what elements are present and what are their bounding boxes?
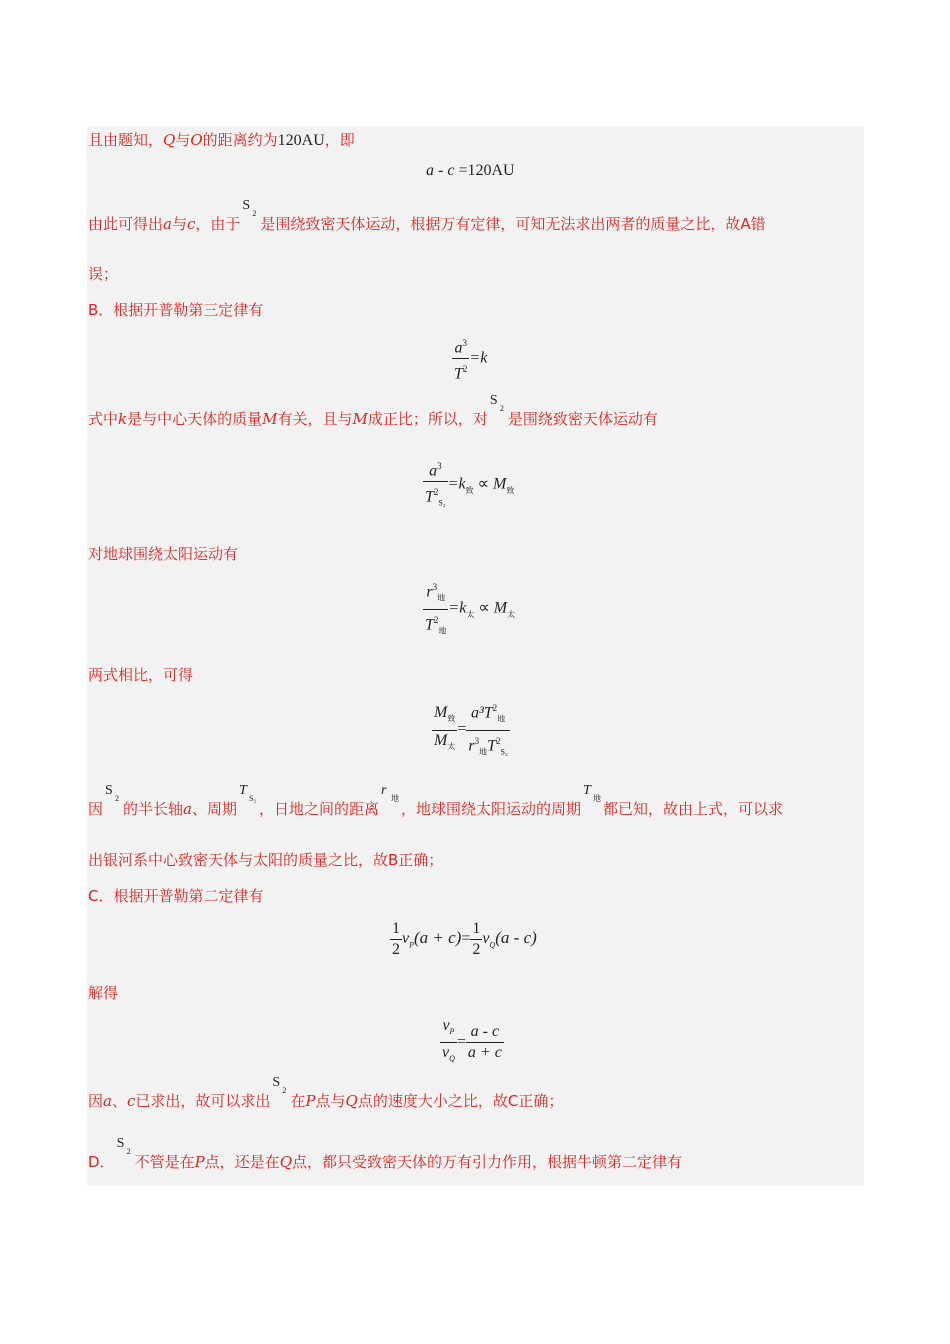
- eq4-num-sub: 地: [437, 593, 446, 603]
- s-letter: S: [242, 198, 251, 213]
- eq4-den: T: [425, 615, 434, 633]
- eq5-lnum: M: [434, 704, 448, 722]
- equation-3: [423, 456, 514, 514]
- one: 1: [390, 919, 402, 940]
- eq5-rden-sup: 3: [474, 735, 480, 746]
- eq3-den-sub: S₂: [438, 498, 446, 508]
- s-letter: S: [116, 1136, 125, 1151]
- eq3-num: a: [429, 462, 438, 480]
- r-letter: r: [381, 783, 387, 798]
- proportional-symbol: ∝: [478, 599, 490, 617]
- equation-4: [423, 577, 515, 641]
- var-o: O: [190, 131, 203, 149]
- text-line-11: 解得: [88, 984, 119, 1002]
- eq5-rden: r: [468, 736, 475, 754]
- eq3-m-sub: 致: [506, 485, 515, 495]
- s2-symbol: [240, 198, 260, 234]
- eq2-rhs: =k: [469, 349, 488, 367]
- text: 、: [111, 1092, 127, 1110]
- text-line-2: [88, 198, 766, 234]
- eq6-half-2: [470, 919, 482, 960]
- text: 点，都只受致密天体的万有引力作用，根据牛顿第二定律有: [292, 1153, 683, 1171]
- s-letter: S: [105, 783, 113, 798]
- eq4-den-sup: 2: [433, 614, 439, 625]
- eq3-den-sup: 2: [433, 487, 439, 498]
- s-letter: S: [272, 1075, 281, 1090]
- text: D．: [88, 1153, 115, 1171]
- text: 与: [175, 131, 191, 149]
- eq2-den: T: [454, 365, 463, 383]
- equation-7: [440, 1016, 504, 1069]
- eq4-num: r: [426, 583, 433, 601]
- eq5-lden: M: [434, 731, 448, 749]
- text: 因: [88, 800, 104, 818]
- v: v: [482, 930, 490, 948]
- eq5-rden2: T: [487, 736, 496, 754]
- t-letter: T: [239, 783, 247, 798]
- one: 1: [470, 919, 482, 940]
- t-earth-symbol: [581, 783, 603, 819]
- t-letter: T: [583, 783, 591, 798]
- text-line-13: [88, 1136, 683, 1172]
- equation-2: [452, 333, 487, 385]
- var-m: M: [262, 410, 278, 428]
- eq5-right-fraction: [466, 698, 509, 762]
- text: 由此可得出: [88, 215, 164, 233]
- s-sub: 2: [252, 209, 257, 218]
- text-line-10: C．根据开普勒第二定律有: [88, 887, 264, 905]
- eq2-num-sup: 3: [462, 338, 467, 348]
- text: 不管是在: [134, 1153, 195, 1171]
- v: v: [442, 1017, 450, 1034]
- eq7-den: a + c: [467, 1044, 502, 1062]
- text-line-1: [88, 130, 355, 151]
- eq7-num: a - c: [470, 1023, 500, 1041]
- eq7-equals: =: [456, 1033, 466, 1051]
- text: 是围绕致密天体运动有: [507, 410, 658, 428]
- eq4-fraction: [423, 577, 448, 641]
- eq2-den-sup: 2: [462, 364, 468, 375]
- eq5-lnum-sub: 致: [447, 714, 456, 724]
- eq5-equals: =: [457, 720, 467, 738]
- s2-symbol: [103, 783, 123, 819]
- s-sub: 2: [115, 794, 120, 803]
- text-line-6: 对地球围绕太阳运动有: [88, 545, 239, 563]
- text: 在: [290, 1092, 306, 1110]
- text: 都已知，故由上式，可以求: [603, 800, 784, 818]
- eq5-rden-sub: 地: [479, 747, 488, 757]
- eq4-k: =k: [448, 599, 467, 617]
- text: 点的速度大小之比，故C正确；: [357, 1092, 564, 1110]
- text: ，地球围绕太阳运动的周期: [401, 800, 582, 818]
- eq4-m-sub: 太: [507, 609, 516, 619]
- var-a: a: [103, 1092, 112, 1110]
- text: 与: [171, 215, 187, 233]
- eq1-rhs: =120AU: [458, 162, 515, 179]
- text: ，日地之间的距离: [259, 800, 380, 818]
- text: 的距离约为: [202, 131, 278, 149]
- text: 已求出，故可以求出: [135, 1092, 271, 1110]
- distance-value: 120AU: [277, 132, 325, 149]
- s-sub: 2: [126, 1147, 131, 1156]
- text: 是与中心天体的质量: [127, 410, 263, 428]
- eq5-lden-sub: 太: [447, 741, 456, 751]
- eq2-fraction: [452, 333, 469, 385]
- text: ，即: [324, 131, 355, 149]
- var-q: Q: [279, 1153, 292, 1171]
- text-line-3: 误；: [88, 265, 119, 283]
- text: 因: [88, 1092, 104, 1110]
- text: 是围绕致密天体运动，根据万有定律，可知无法求出两者的质量之比，故A错: [260, 215, 766, 233]
- two: 2: [472, 941, 481, 958]
- eq6-half-1: [390, 919, 402, 960]
- eq3-k: =k: [447, 475, 466, 493]
- text-line-5: [88, 393, 658, 429]
- eq3-k-sub: 致: [465, 485, 474, 495]
- eq3-m: M: [493, 475, 507, 493]
- var-k: k: [118, 410, 128, 428]
- eq5-rnum: a³T: [470, 704, 493, 722]
- var-a: a: [163, 215, 172, 233]
- eq4-m: M: [493, 599, 508, 617]
- v: v: [442, 1044, 450, 1062]
- eq6-equals: =: [461, 930, 471, 948]
- v: v: [402, 930, 410, 948]
- eq6-paren-1: (a + c): [414, 928, 462, 948]
- var-c: c: [126, 1092, 136, 1110]
- s-sub: 2: [282, 1086, 287, 1095]
- var-p: P: [305, 1092, 316, 1110]
- eq1-lhs: a - c: [426, 162, 455, 179]
- s2-symbol: [488, 393, 508, 429]
- eq7-left-fraction: [440, 1016, 457, 1069]
- text: 点，还是在: [204, 1153, 280, 1171]
- eq4-k-sub: 太: [466, 609, 475, 619]
- text: 且由题知，: [88, 131, 164, 149]
- eq5-rnum-sup: 2: [492, 703, 498, 713]
- equation-1: [426, 162, 515, 180]
- text: 式中: [88, 410, 119, 428]
- sub-q: Q: [449, 1054, 455, 1064]
- sub-q: Q: [489, 940, 496, 950]
- var-c: c: [186, 215, 196, 233]
- s2-symbol: [115, 1136, 135, 1172]
- equation-5: [432, 698, 510, 762]
- eq6-paren-2: (a - c): [495, 928, 537, 948]
- s2-symbol: [270, 1075, 290, 1111]
- eq5-rden2-sup: 2: [496, 735, 501, 746]
- eq5-rnum-sub: 地: [497, 714, 506, 724]
- eq3-num-sup: 3: [437, 461, 442, 471]
- t-sub: S₂: [249, 794, 257, 803]
- two: 2: [392, 941, 400, 958]
- eq4-num-sup: 3: [432, 582, 438, 592]
- var-q: Q: [345, 1092, 358, 1110]
- var-m: M: [352, 410, 368, 428]
- text-line-12: [88, 1075, 564, 1111]
- text: 成正比；所以，对: [367, 410, 488, 428]
- eq5-left-fraction: [432, 703, 457, 756]
- var-q: Q: [163, 131, 176, 149]
- equation-6: [390, 919, 537, 960]
- eq7-right-fraction: [466, 1022, 504, 1063]
- t-s2-symbol: [237, 783, 259, 819]
- s-sub: 2: [499, 404, 504, 413]
- text-line-8: [88, 783, 784, 819]
- text: 的半长轴: [123, 800, 184, 818]
- eq3-den: T: [425, 488, 434, 506]
- r-sub: 地: [391, 794, 400, 803]
- sub-p: P: [409, 940, 414, 950]
- text: 点与: [315, 1092, 346, 1110]
- text: ，由于: [195, 215, 241, 233]
- text-line-9: 出银河系中心致密天体与太阳的质量之比，故B正确；: [88, 851, 444, 869]
- s-letter: S: [489, 393, 498, 408]
- var-a: a: [183, 800, 192, 818]
- eq3-fraction: [423, 456, 448, 514]
- text-line-7: 两式相比，可得: [88, 666, 194, 684]
- eq4-den-sub: 地: [438, 626, 447, 636]
- eq5-rden2-sub: S₂: [500, 747, 508, 757]
- sub-p: P: [449, 1027, 455, 1037]
- t-sub: 地: [593, 794, 602, 803]
- proportional-symbol: ∝: [477, 475, 489, 493]
- text-line-4: B．根据开普勒第三定律有: [88, 301, 264, 319]
- var-p: P: [194, 1153, 205, 1171]
- r-earth-symbol: [379, 783, 401, 819]
- text: 有关，且与: [277, 410, 353, 428]
- eq2-num: a: [454, 339, 463, 357]
- text: 、周期: [191, 800, 237, 818]
